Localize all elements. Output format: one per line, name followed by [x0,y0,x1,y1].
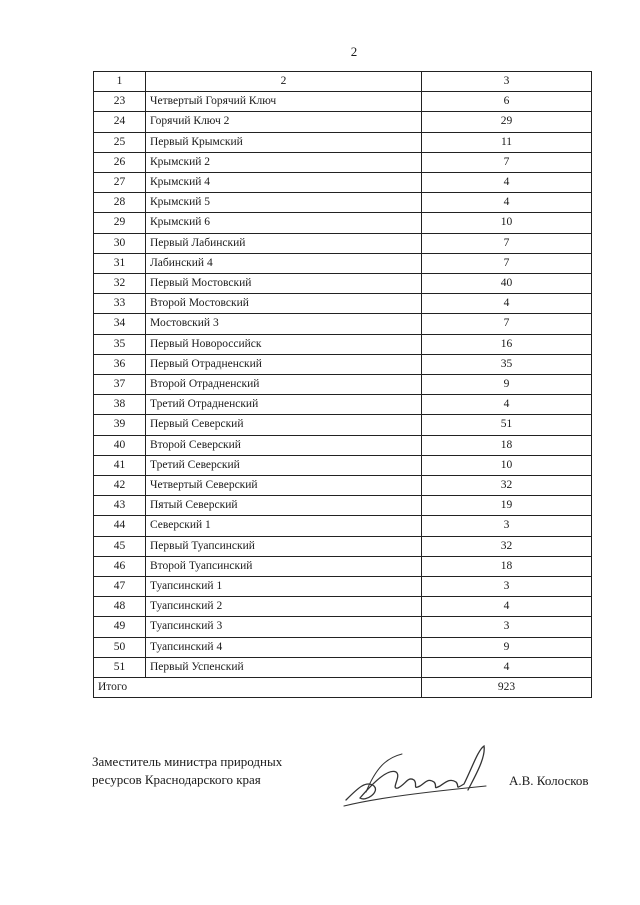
table-row [94,233,592,253]
row-number: 41 [94,455,146,475]
table-row [94,455,592,475]
table-row [94,395,592,415]
table-row [94,92,592,112]
row-name: Мостовский 3 [146,314,422,334]
row-number: 30 [94,233,146,253]
row-value: 7 [422,233,592,253]
row-value: 3 [422,516,592,536]
row-value: 10 [422,455,592,475]
table-row [94,354,592,374]
row-number: 29 [94,213,146,233]
table-row [94,617,592,637]
row-name: Крымский 2 [146,152,422,172]
table-row [94,152,592,172]
row-name: Второй Туапсинский [146,556,422,576]
row-name: Четвертый Горячий Ключ [146,92,422,112]
row-number: 43 [94,496,146,516]
row-number: 38 [94,395,146,415]
row-name: Четвертый Северский [146,476,422,496]
row-name: Крымский 4 [146,173,422,193]
row-number: 42 [94,476,146,496]
total-value: 923 [422,678,592,698]
row-value: 4 [422,173,592,193]
row-number: 35 [94,334,146,354]
row-value: 32 [422,476,592,496]
row-name: Первый Успенский [146,657,422,677]
row-number: 25 [94,132,146,152]
table-row [94,657,592,677]
row-value: 29 [422,112,592,132]
table-row [94,597,592,617]
row-name: Туапсинский 2 [146,597,422,617]
table-row [94,334,592,354]
row-value: 7 [422,314,592,334]
row-number: 47 [94,577,146,597]
row-value: 3 [422,577,592,597]
row-name: Пятый Северский [146,496,422,516]
row-number: 28 [94,193,146,213]
row-number: 37 [94,375,146,395]
row-number: 23 [94,92,146,112]
page-number: 2 [350,44,358,59]
row-value: 4 [422,294,592,314]
registry-table [93,71,592,698]
row-value: 18 [422,556,592,576]
row-name: Второй Мостовский [146,294,422,314]
row-name: Первый Лабинский [146,233,422,253]
header-cell-number: 1 [94,72,146,92]
row-value: 9 [422,637,592,657]
table-row [94,556,592,576]
row-number: 36 [94,354,146,374]
table-row [94,294,592,314]
table-row [94,193,592,213]
row-number: 33 [94,294,146,314]
signatory-position-line-1: Заместитель министра природных [92,754,283,769]
table-row [94,314,592,334]
row-name: Крымский 6 [146,213,422,233]
row-value: 4 [422,597,592,617]
table-row [94,577,592,597]
signatory-position-line-2: ресурсов Краснодарского края [92,772,261,787]
row-value: 7 [422,253,592,273]
row-name: Третий Северский [146,455,422,475]
row-number: 40 [94,435,146,455]
registry-table-body [94,72,592,698]
signatory-name: А.В. Колосков [509,773,589,788]
header-cell-value: 3 [422,72,592,92]
row-name: Первый Новороссийск [146,334,422,354]
table-row [94,375,592,395]
row-name: Первый Туапсинский [146,536,422,556]
row-value: 9 [422,375,592,395]
table-row [94,415,592,435]
table-row [94,173,592,193]
table-row [94,536,592,556]
row-value: 16 [422,334,592,354]
table-row [94,476,592,496]
row-value: 11 [422,132,592,152]
table-row [94,516,592,536]
row-number: 50 [94,637,146,657]
row-number: 26 [94,152,146,172]
row-value: 19 [422,496,592,516]
row-value: 4 [422,193,592,213]
row-value: 51 [422,415,592,435]
row-name: Первый Отрадненский [146,354,422,374]
table-row [94,637,592,657]
row-number: 31 [94,253,146,273]
row-name: Третий Отрадненский [146,395,422,415]
row-name: Северский 1 [146,516,422,536]
handwritten-signature [336,728,506,818]
row-value: 32 [422,536,592,556]
row-name: Туапсинский 3 [146,617,422,637]
row-number: 32 [94,274,146,294]
row-number: 45 [94,536,146,556]
table-row [94,435,592,455]
row-value: 4 [422,657,592,677]
row-number: 48 [94,597,146,617]
row-name: Первый Северский [146,415,422,435]
row-name: Лабинский 4 [146,253,422,273]
row-number: 44 [94,516,146,536]
row-name: Второй Северский [146,435,422,455]
row-value: 7 [422,152,592,172]
row-value: 6 [422,92,592,112]
row-name: Горячий Ключ 2 [146,112,422,132]
row-number: 24 [94,112,146,132]
header-cell-name: 2 [146,72,422,92]
table-row [94,132,592,152]
table-row [94,112,592,132]
row-name: Туапсинский 4 [146,637,422,657]
row-number: 39 [94,415,146,435]
row-number: 27 [94,173,146,193]
row-name: Крымский 5 [146,193,422,213]
total-row [94,678,592,698]
row-value: 3 [422,617,592,637]
table-row [94,274,592,294]
row-value: 4 [422,395,592,415]
row-name: Первый Крымский [146,132,422,152]
table-header-row [94,72,592,92]
table-row [94,253,592,273]
row-value: 40 [422,274,592,294]
total-label: Итого [94,678,422,698]
row-name: Первый Мостовский [146,274,422,294]
table-row [94,213,592,233]
row-value: 35 [422,354,592,374]
table-row [94,496,592,516]
row-name: Второй Отрадненский [146,375,422,395]
row-number: 49 [94,617,146,637]
signatory-position [92,753,282,789]
row-value: 10 [422,213,592,233]
row-number: 46 [94,556,146,576]
row-name: Туапсинский 1 [146,577,422,597]
row-value: 18 [422,435,592,455]
row-number: 51 [94,657,146,677]
row-number: 34 [94,314,146,334]
